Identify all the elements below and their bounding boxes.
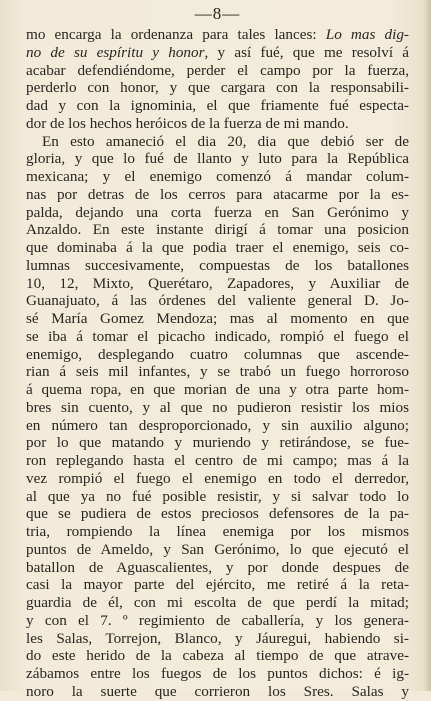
line-text: que dominaba á la que podia traer el enemigo, seis co- [26,239,409,256]
text-line [26,204,409,222]
text-line [26,239,409,257]
text-line [26,488,409,506]
line-text: do este herido de la cabeza al tiempo de que atrave- [26,647,409,665]
text-line [26,381,409,399]
text-line [26,328,409,346]
text-line [26,97,409,115]
text-line [26,612,409,630]
line-text: perderlo con honor, y que cargara con la responsabili- [26,79,409,97]
line-text: al que ya no fué posible resistir, y si salvar todo lo [26,487,409,505]
text-line [26,26,409,44]
text-line [26,559,409,577]
text-line [26,576,409,594]
body-text [26,26,409,701]
page-edge-shadow [423,0,431,691]
text-line [26,647,409,665]
line-text: mo encarga la ordenanza para tales lances: [26,26,326,43]
text-line [26,541,409,559]
line-text: palda, dejando una corta fuerza en San Gerónimo y [26,203,409,221]
text-line [26,79,409,97]
italic-text: no de su espíritu y honor [26,43,205,61]
text-line [26,168,409,186]
text-line [26,683,409,701]
line-text: les Salas, Torrejon, Blanco, y Jáuregui, habiendo si- [26,629,409,647]
line-text: lumnas succesivamente, compuestas de los batallones [26,256,409,274]
line-text: tria, rompiendo la línea enemiga por los mismos [26,523,409,540]
line-text: nas por detras de los cerros para atacarme por la es- [26,185,409,203]
line-text: Guanajuato, á las órdenes del valiente general D. Jo- [26,292,409,310]
line-text: á quema ropa, en que morian de una y otra parte hom- [26,381,409,398]
line-text: bres sin cuento, y al que no pudieron resistir los mios [26,398,409,416]
line-text: enemigo, desplegando cuatro columnas que ascende- [26,345,409,363]
text-line [26,310,409,328]
text-line [26,399,409,417]
line-text: noro la suerte que corrieron los Sres. Salas y [26,682,409,700]
text-line [26,275,409,293]
line-text: vez rompió el fuego el enemigo en todo el derredor, [26,469,409,487]
line-text: En esto amaneció el dia 20, dia que debió ser de [42,132,409,150]
line-text: en número tan desproporcionado, y sin auxilio alguno; [26,416,409,434]
text-line [26,186,409,204]
line-text: rian á seis mil infantes, y se trabó un fuego horroroso [26,363,409,381]
line-text: dad y con la ignominia, el que friamente fué especta- [26,97,409,114]
line-text: dor de los hechos heróicos de la fuerza de mi mando. [26,114,349,132]
text-line [26,452,409,470]
text-line [26,665,409,683]
line-text: batallon de Aguascalientes, y por donde despues de [26,558,409,576]
line-text: que se pudiera de estos preciosos defensores de la pa- [26,505,409,523]
line-text: puntos de Ameldo, y San Gerónimo, lo que ejecutó el [26,540,409,558]
line-text: gloria, y que lo fué de llanto y luto para la República [26,150,409,168]
line-text: guardia de él, con mi escolta de que perdí la mitad; [26,594,409,611]
text-line [26,594,409,612]
line-text: mexicana; y el enemigo comenzó á mandar colum- [26,168,409,185]
text-line [26,292,409,310]
line-text: casi la mayor parte del ejército, me retiré á la reta- [26,576,409,594]
text-line [26,346,409,364]
text-line [26,62,409,80]
text-line [26,417,409,435]
text-line [26,523,409,541]
line-text: acabar defendiéndome, perder el campo por la fuerza, [26,61,409,79]
line-text: ron replegando hasta el centro de mi campo; mas á la [26,452,409,469]
line-text: 10, 12, Mixto, Querétaro, Zapadores, y Auxiliar de [26,274,409,292]
page-number: —8— [194,4,241,23]
line-text: por lo que matando y muriendo y retirándose, se fue- [26,434,409,452]
text-line [26,133,409,151]
text-line [26,505,409,523]
line-text: zábamos entre los fuegos de los puntos dichos: é ig- [26,665,409,682]
line-text: , y así fué, que me resolví á [204,43,409,61]
text-line [26,44,409,62]
line-text: se iba á tomar el picacho indicado, rompió el fuego el [26,327,409,345]
text-line [26,434,409,452]
italic-text: Lo mas dig- [325,26,409,43]
line-text: y con el 7. º regimiento de caballería, y los genera- [26,611,409,629]
line-text: Anzaldo. En este instante dirigí á tomar una posicion [26,221,409,239]
text-line [26,221,409,239]
text-line [26,363,409,381]
text-line [26,257,409,275]
text-line [26,470,409,488]
text-line [26,630,409,648]
text-line [26,115,409,133]
line-text: sé María Gomez Mendoza; mas al momento en que [26,310,409,327]
text-line [26,150,409,168]
